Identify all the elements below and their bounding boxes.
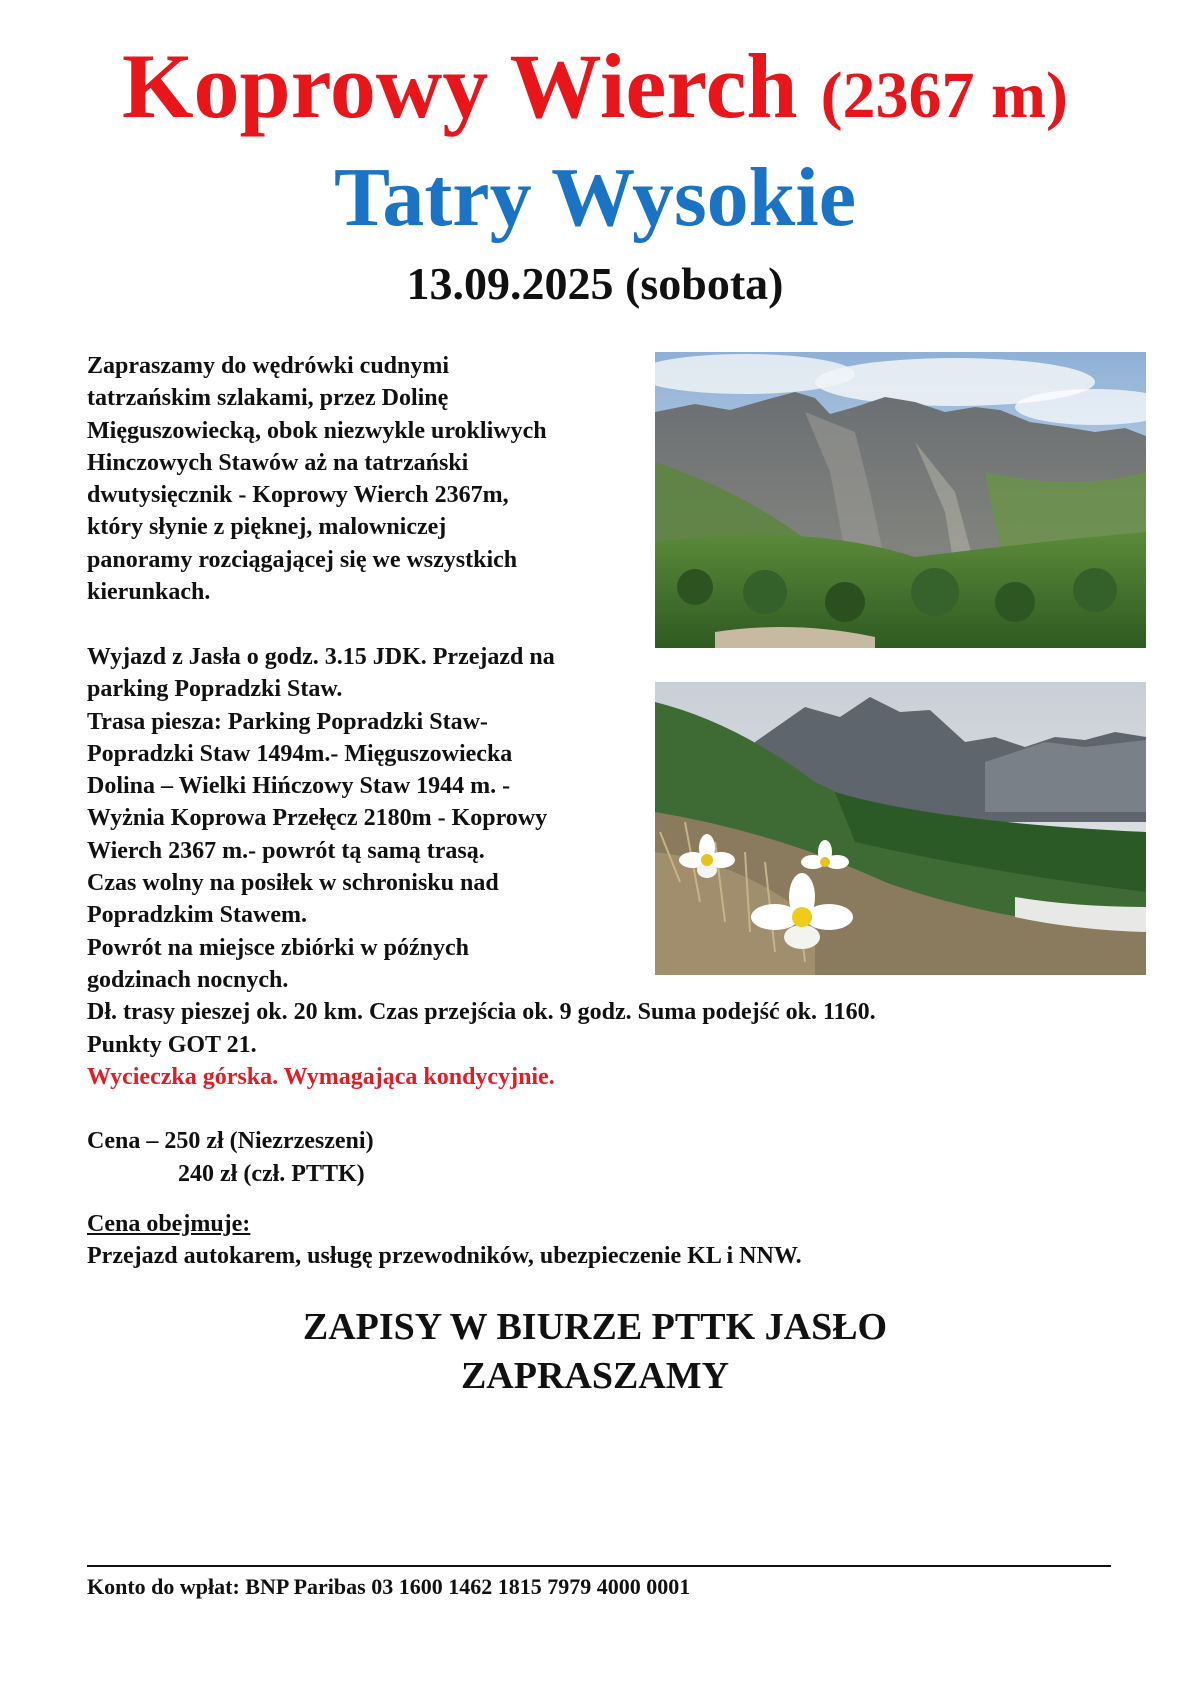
mountain-valley-image (655, 352, 1146, 648)
detail-line: Czas wolny na posiłek w schronisku nad (87, 870, 499, 897)
page-title (0, 34, 1190, 148)
detail-line: Wyżnia Koprowa Przełęcz 2180m - Koprowy (87, 805, 548, 832)
price-line-regular: Cena – 250 zł (Niezrzeszeni) (87, 1128, 374, 1155)
intro-line: panoramy rozciągającej się we wszystkich (87, 546, 518, 573)
closing-note (0, 1303, 1190, 1401)
spacer (87, 1190, 876, 1208)
detail-line: Dł. trasy pieszej ok. 20 km. Czas przejścia ok. 9 godz. Suma podejść ok. 1160. (87, 999, 876, 1026)
intro-line: tatrzańskim szlakami, przez Dolinę (87, 385, 449, 412)
spacer (87, 1093, 876, 1125)
intro-line: który słynie z pięknej, malowniczej (87, 514, 447, 541)
invitation: ZAPRASZAMY (460, 1355, 730, 1397)
intro-line: kierunkach. (87, 579, 211, 606)
includes-text: Przejazd autokarem, usługę przewodników, ubezpieczenie KL i NNW. (87, 1243, 802, 1270)
detail-line: parking Popradzki Staw. (87, 676, 343, 703)
title-altitude: (2367 m) (820, 59, 1069, 132)
detail-line: Wyjazd z Jasła o godz. 3.15 JDK. Przejazd na (87, 644, 555, 670)
intro-line: Mięguszowiecką, obok niezwykle urokliwych (87, 417, 547, 444)
spring-flowers-image (655, 682, 1146, 975)
includes-heading: Cena obejmuje: (87, 1211, 251, 1238)
detail-line: Wierch 2367 m.- powrót tą samą trasą. (87, 837, 485, 864)
intro-line: dwutysięcznik - Koprowy Wierch 2367m, (87, 482, 509, 509)
spring-flowers-photo (655, 682, 1146, 975)
difficulty-note: Wycieczka górska. Wymagająca kondycyjnie. (87, 1063, 555, 1090)
registration-info: ZAPISY W BIURZE PTTK JASŁO (302, 1306, 888, 1348)
intro-line: Zapraszamy do wędrówki cudnymi (87, 353, 450, 379)
detail-line: Popradzkim Stawem. (87, 902, 307, 929)
price-line-member: 240 zł (czł. PTTK) (178, 1160, 365, 1187)
detail-line: Trasa piesza: Parking Popradzki Staw- (87, 708, 488, 735)
footer-divider (87, 1565, 1111, 1567)
intro-paragraph (87, 350, 547, 608)
intro-line: Hinczowych Stawów aż na tatrzański (87, 449, 469, 476)
page-subtitle: Tatry Wysokie (334, 151, 856, 244)
detail-line: Powrót na miejsce zbiórki w późnych (87, 934, 469, 961)
mountain-valley-photo (655, 352, 1146, 648)
event-date: 13.09.2025 (sobota) (406, 258, 784, 309)
detail-line: Dolina – Wielki Hińczowy Staw 1944 m. - (87, 773, 511, 800)
detail-line: Popradzki Staw 1494m.- Mięguszowiecka (87, 740, 513, 767)
bank-account-info: Konto do wpłat: BNP Paribas 03 1600 1462 1815 7979 4000 0001 (87, 1574, 691, 1599)
detail-line: godzinach nocnych. (87, 966, 289, 993)
title-peak-name: Koprowy Wierch (121, 35, 798, 137)
detail-line: Punkty GOT 21. (87, 1031, 257, 1058)
